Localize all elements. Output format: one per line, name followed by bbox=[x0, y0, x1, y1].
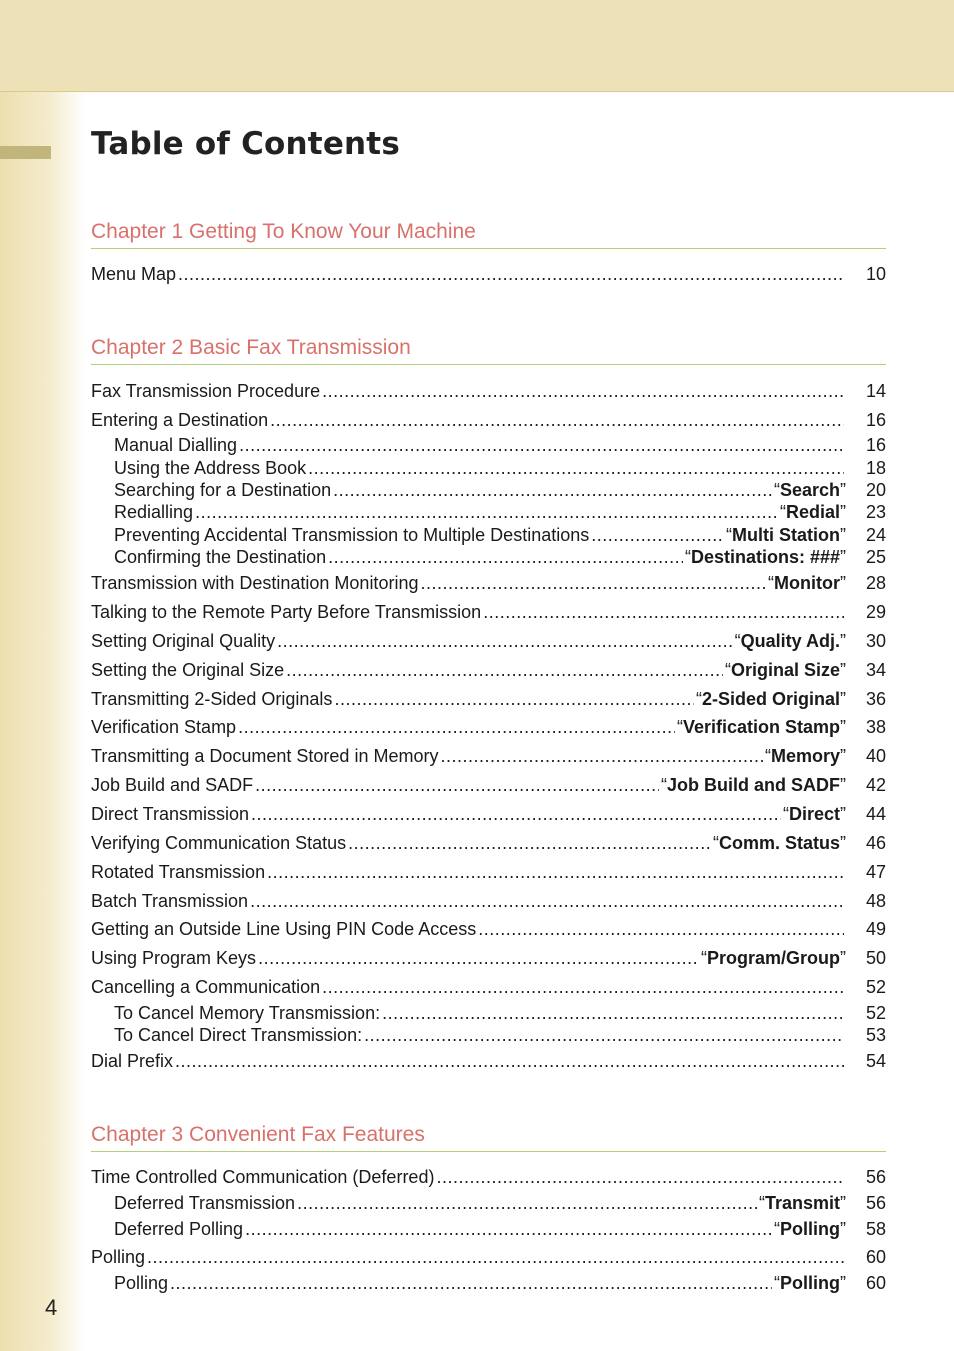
entry-page: 16 bbox=[865, 410, 886, 430]
entry-title: Confirming the Destination bbox=[114, 547, 327, 567]
toc-entry[interactable] bbox=[91, 716, 886, 738]
entry-page: 52 bbox=[865, 1003, 886, 1023]
button-key-ref: “Polling” bbox=[774, 1273, 846, 1293]
toc-entry[interactable] bbox=[91, 688, 886, 710]
toc-subentry[interactable] bbox=[114, 434, 886, 456]
dot-leader bbox=[333, 479, 772, 501]
button-key-ref: “Polling” bbox=[774, 1219, 846, 1239]
chapter-heading[interactable] bbox=[91, 220, 886, 249]
entry-title: To Cancel Memory Transmission: bbox=[114, 1003, 381, 1023]
entry-page: 50 bbox=[865, 948, 886, 968]
button-key-label: Quality Adj. bbox=[740, 631, 840, 651]
button-key-label: Search bbox=[779, 480, 840, 500]
toc-entry[interactable] bbox=[91, 861, 886, 883]
entry-title: Transmitting a Document Stored in Memory bbox=[91, 746, 439, 766]
entry-page: 48 bbox=[865, 891, 886, 911]
entry-title: Menu Map bbox=[91, 264, 177, 284]
dot-leader bbox=[239, 434, 844, 456]
chapter-heading[interactable] bbox=[91, 336, 886, 365]
dot-leader bbox=[348, 832, 711, 854]
dot-leader bbox=[440, 745, 763, 767]
dot-leader bbox=[591, 524, 724, 546]
button-key-label: 2-Sided Original bbox=[701, 689, 840, 709]
toc-subentry[interactable] bbox=[114, 1272, 886, 1294]
chapter-title: Chapter 1 Getting To Know Your Machine bbox=[91, 220, 476, 243]
entry-page: 58 bbox=[865, 1219, 886, 1239]
toc-entry[interactable] bbox=[91, 976, 886, 998]
dot-leader bbox=[328, 546, 683, 568]
dot-leader bbox=[478, 918, 844, 940]
page-title: Table of Contents bbox=[91, 126, 400, 162]
toc-subentry[interactable] bbox=[114, 1024, 886, 1046]
toc-entry[interactable] bbox=[91, 409, 886, 431]
entry-title: Preventing Accidental Transmission to Multiple Destinations bbox=[114, 525, 590, 545]
entry-page: 42 bbox=[865, 775, 886, 795]
entry-page: 49 bbox=[865, 919, 886, 939]
entry-title: Setting Original Quality bbox=[91, 631, 276, 651]
entry-page: 24 bbox=[865, 525, 886, 545]
button-key-label: Memory bbox=[770, 746, 840, 766]
dot-leader bbox=[364, 1024, 844, 1046]
entry-page: 16 bbox=[865, 435, 886, 455]
entry-title: To Cancel Direct Transmission: bbox=[114, 1025, 363, 1045]
header-band bbox=[0, 0, 954, 92]
toc-entry[interactable] bbox=[91, 630, 886, 652]
left-margin-band bbox=[0, 92, 86, 1351]
button-key-ref: “Program/Group” bbox=[700, 948, 846, 968]
button-key-label: Monitor bbox=[774, 573, 840, 593]
entry-page: 34 bbox=[865, 660, 886, 680]
entry-title: Dial Prefix bbox=[91, 1051, 174, 1071]
dot-leader bbox=[147, 1246, 844, 1268]
dot-leader bbox=[267, 861, 844, 883]
entry-title: Using Program Keys bbox=[91, 948, 257, 968]
dot-leader bbox=[420, 572, 766, 594]
entry-page: 10 bbox=[865, 264, 886, 284]
button-key-ref: “Destinations: ###” bbox=[684, 547, 846, 567]
dot-leader bbox=[297, 1192, 757, 1214]
toc-entry[interactable] bbox=[91, 832, 886, 854]
entry-page: 44 bbox=[865, 804, 886, 824]
entry-page: 52 bbox=[865, 977, 886, 997]
dot-leader bbox=[334, 688, 694, 710]
button-key-ref: “Job Build and SADF” bbox=[661, 775, 846, 795]
toc-entry[interactable] bbox=[91, 659, 886, 681]
toc-entry[interactable] bbox=[91, 803, 886, 825]
chapter-title: Chapter 3 Convenient Fax Features bbox=[91, 1123, 425, 1146]
entry-page: 46 bbox=[865, 833, 886, 853]
button-key-ref: “Verification Stamp” bbox=[676, 717, 846, 737]
dot-leader bbox=[436, 1166, 844, 1188]
entry-page: 47 bbox=[865, 862, 886, 882]
button-key-label: Verification Stamp bbox=[682, 717, 840, 737]
button-key-label: Direct bbox=[788, 804, 840, 824]
entry-title: Verifying Communication Status bbox=[91, 833, 347, 853]
button-key-label: Original Size bbox=[730, 660, 840, 680]
dot-leader bbox=[238, 716, 675, 738]
page-number: 4 bbox=[45, 1295, 58, 1320]
entry-page: 28 bbox=[865, 573, 886, 593]
entry-title: Verification Stamp bbox=[91, 717, 237, 737]
entry-title: Deferred Transmission bbox=[114, 1193, 296, 1213]
entry-page: 56 bbox=[865, 1193, 886, 1213]
entry-page: 20 bbox=[865, 480, 886, 500]
entry-page: 60 bbox=[865, 1273, 886, 1293]
entry-title: Setting the Original Size bbox=[91, 660, 285, 680]
dot-leader bbox=[382, 1002, 844, 1024]
dot-leader bbox=[175, 1050, 844, 1072]
entry-title: Searching for a Destination bbox=[114, 480, 332, 500]
entry-title: Polling bbox=[114, 1273, 169, 1293]
entry-page: 18 bbox=[865, 458, 886, 478]
toc-entry[interactable] bbox=[91, 774, 886, 796]
entry-title: Using the Address Book bbox=[114, 458, 307, 478]
dot-leader bbox=[250, 890, 844, 912]
dot-leader bbox=[322, 976, 844, 998]
entry-title: Rotated Transmission bbox=[91, 862, 266, 882]
entry-page: 30 bbox=[865, 631, 886, 651]
toc-subentry[interactable] bbox=[114, 479, 886, 501]
entry-title: Talking to the Remote Party Before Transmission bbox=[91, 602, 482, 622]
dot-leader bbox=[258, 947, 699, 969]
dot-leader bbox=[255, 774, 659, 796]
entry-title: Cancelling a Communication bbox=[91, 977, 321, 997]
entry-title: Manual Dialling bbox=[114, 435, 238, 455]
button-key-label: Transmit bbox=[764, 1193, 840, 1213]
button-key-ref: “2-Sided Original” bbox=[695, 689, 846, 709]
button-key-ref: “Direct” bbox=[782, 804, 846, 824]
button-key-ref: “Quality Adj.” bbox=[734, 631, 846, 651]
toc-subentry[interactable] bbox=[114, 524, 886, 546]
dot-leader bbox=[277, 630, 733, 652]
entry-title: Polling bbox=[91, 1247, 146, 1267]
entry-page: 40 bbox=[865, 746, 886, 766]
button-key-label: Comm. Status bbox=[718, 833, 840, 853]
chapter-title: Chapter 2 Basic Fax Transmission bbox=[91, 336, 411, 359]
entry-title: Entering a Destination bbox=[91, 410, 269, 430]
dot-leader bbox=[195, 501, 778, 523]
entry-title: Deferred Polling bbox=[114, 1219, 244, 1239]
toc-entry[interactable] bbox=[91, 1246, 886, 1268]
dot-leader bbox=[286, 659, 723, 681]
button-key-ref: “Original Size” bbox=[724, 660, 846, 680]
toc-subentry[interactable] bbox=[114, 1192, 886, 1214]
entry-title: Redialling bbox=[114, 502, 194, 522]
entry-title: Getting an Outside Line Using PIN Code Access bbox=[91, 919, 477, 939]
button-key-ref: “Transmit” bbox=[758, 1193, 846, 1213]
entry-title: Direct Transmission bbox=[91, 804, 250, 824]
dot-leader bbox=[322, 380, 844, 402]
entry-page: 14 bbox=[865, 381, 886, 401]
button-key-label: Job Build and SADF bbox=[667, 775, 840, 795]
button-key-label: Polling bbox=[780, 1219, 840, 1239]
toc-entry[interactable] bbox=[91, 745, 886, 767]
entry-page: 38 bbox=[865, 717, 886, 737]
entry-title: Time Controlled Communication (Deferred) bbox=[91, 1167, 435, 1187]
button-key-ref: “Comm. Status” bbox=[712, 833, 846, 853]
button-key-label: Multi Station bbox=[732, 525, 840, 545]
entry-page: 53 bbox=[865, 1025, 886, 1045]
entry-page: 36 bbox=[865, 689, 886, 709]
toc-entry[interactable] bbox=[91, 947, 886, 969]
toc-entry[interactable] bbox=[91, 1050, 886, 1072]
entry-page: 23 bbox=[865, 502, 886, 522]
dot-leader bbox=[270, 409, 844, 431]
toc-subentry[interactable] bbox=[114, 546, 886, 568]
button-key-ref: “Multi Station” bbox=[726, 525, 846, 545]
toc-entry[interactable] bbox=[91, 601, 886, 623]
button-key-ref: “Memory” bbox=[764, 746, 846, 766]
title-marker-bar bbox=[0, 146, 51, 159]
entry-title: Fax Transmission Procedure bbox=[91, 381, 321, 401]
toc-subentry[interactable] bbox=[114, 1218, 886, 1240]
button-key-ref: “Monitor” bbox=[768, 573, 846, 593]
toc-entry[interactable] bbox=[91, 918, 886, 940]
dot-leader bbox=[170, 1272, 772, 1294]
entry-title: Job Build and SADF bbox=[91, 775, 254, 795]
dot-leader bbox=[251, 803, 781, 825]
toc-entry[interactable] bbox=[91, 890, 886, 912]
toc-entry[interactable] bbox=[91, 263, 886, 285]
entry-title: Transmitting 2-Sided Originals bbox=[91, 689, 333, 709]
dot-leader bbox=[483, 601, 844, 623]
button-key-label: Program/Group bbox=[706, 948, 840, 968]
toc-subentry[interactable] bbox=[114, 457, 886, 479]
toc-subentry[interactable] bbox=[114, 501, 886, 523]
button-key-label: Redial bbox=[785, 502, 840, 522]
button-key-ref: “Redial” bbox=[779, 502, 846, 522]
toc-entry[interactable] bbox=[91, 572, 886, 594]
entry-page: 56 bbox=[865, 1167, 886, 1187]
entry-title: Transmission with Destination Monitoring bbox=[91, 573, 419, 593]
toc-entry[interactable] bbox=[91, 380, 886, 402]
button-key-label: Polling bbox=[780, 1273, 840, 1293]
dot-leader bbox=[178, 263, 844, 285]
entry-page: 29 bbox=[865, 602, 886, 622]
button-key-label: Destinations: ### bbox=[690, 547, 840, 567]
toc-entry[interactable] bbox=[91, 1166, 886, 1188]
button-key-ref: “Search” bbox=[773, 480, 846, 500]
entry-page: 54 bbox=[865, 1051, 886, 1071]
entry-title: Batch Transmission bbox=[91, 891, 249, 911]
toc-subentry[interactable] bbox=[114, 1002, 886, 1024]
dot-leader bbox=[308, 457, 844, 479]
chapter-heading[interactable] bbox=[91, 1123, 886, 1152]
entry-page: 60 bbox=[865, 1247, 886, 1267]
dot-leader bbox=[245, 1218, 772, 1240]
entry-page: 25 bbox=[865, 547, 886, 567]
